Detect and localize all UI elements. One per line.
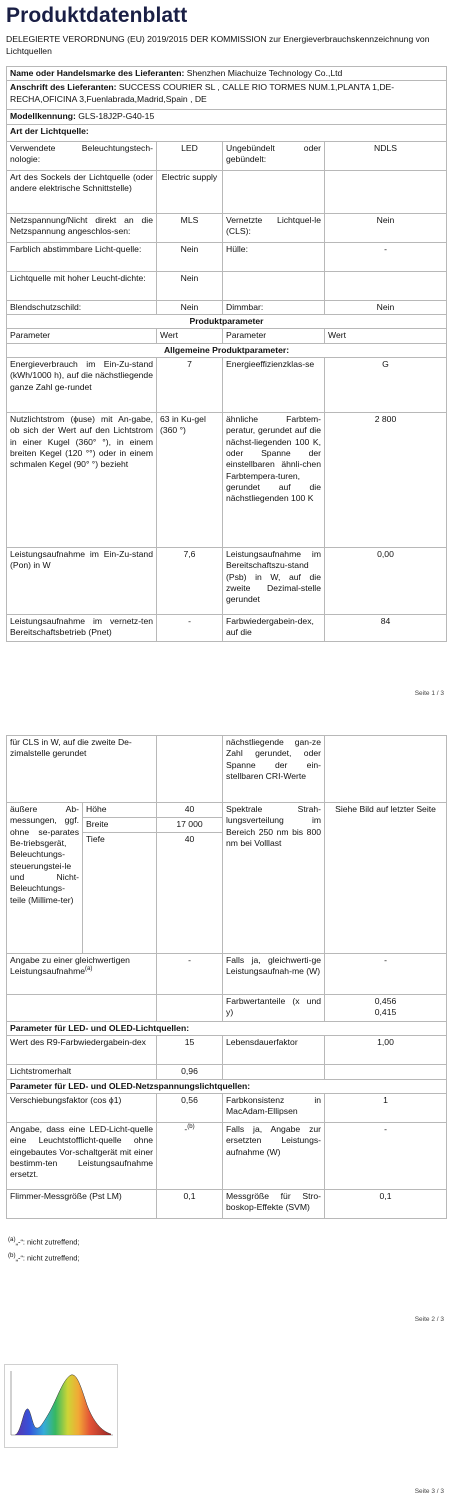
type-cell: Hülle: (223, 242, 325, 271)
type-cell: Blendschutzschild: (7, 300, 157, 314)
supplier-row (7, 67, 447, 81)
mains-cell: 0,1 (157, 1190, 223, 1219)
general-cell: Energieverbrauch im Ein-Zu-stand (kWh/1000 h), auf die nächstliegende ganze Zahl ge-rundet (7, 358, 157, 413)
model-row (7, 110, 447, 124)
model-value: GLS-18J2P-G40-15 (78, 111, 155, 122)
type-cell: Nein (325, 300, 447, 314)
type-cell: Verwendete Beleuchtungstech-nologie: (7, 141, 157, 170)
dimension-value: 17 000 (157, 818, 223, 833)
product-params-header: Produktparameter (7, 315, 447, 329)
dimensions-label: äußere Ab-messungen, ggf. ohne se-parates Be-triebsgerät, Beleuchtungs-steuerungstei-le und Nicht-Beleuchtungs-teile (Millime-ter) (7, 803, 83, 954)
page-number: Seite 1 / 3 (414, 690, 444, 697)
type-cell: Dimmbar: (223, 300, 325, 314)
footnote: $^{(a)}$„-“: nicht zutreffend; (8, 1236, 80, 1247)
param-col-header: Wert (157, 329, 223, 343)
empty-cell (157, 995, 223, 1022)
general-cell: 63 in Ku-gel (360 °) (157, 413, 223, 548)
spectral-label: Spektrale Strah-lungsverteilung im Bereich 250 nm bis 800 nm bei Volllast (223, 803, 325, 954)
chromaticity-label: Farbwertanteile (x und y) (223, 995, 325, 1022)
led-cell (325, 1065, 447, 1079)
dimension-key: Tiefe (83, 833, 157, 954)
page2-table (6, 735, 447, 1219)
type-cell: Ungebündelt oder gebündelt: (223, 141, 325, 170)
mains-cell: Verschiebungsfaktor (cos ϕ1) (7, 1094, 157, 1123)
type-header: Art der Lichtquelle: (7, 124, 447, 141)
type-cell (223, 271, 325, 300)
continuation-cell (325, 736, 447, 803)
supplier-label: Name oder Handelsmarke des Lieferanten: (10, 68, 185, 78)
type-cell (325, 271, 447, 300)
led-cell (223, 1065, 325, 1079)
type-cell: Netzspannung/Nicht direkt an die Netzspannung angeschlos-sen: (7, 213, 157, 242)
page-number: Seite 3 / 3 (414, 1488, 444, 1495)
general-cell: Energieeffizienzklas-se (223, 358, 325, 413)
led-header: Parameter für LED- und OLED-Lichtquellen: (7, 1022, 447, 1036)
general-cell: Leistungsaufnahme im vernetz-ten Bereitschaftsbetrieb (Pnet) (7, 615, 157, 642)
chromaticity-value: 0,456 0,415 (325, 995, 447, 1022)
equiv-power-value: - (157, 954, 223, 995)
mains-header: Parameter für LED- und OLED-Netzspannungslichtquellen: (7, 1079, 447, 1093)
equiv-power-label: Angabe zu einer gleichwertigen Leistungsaufnahme$^{(a)}$ (7, 954, 157, 995)
mains-cell: Angabe, dass eine LED-Licht-quelle eine Leuchtstofflicht-quelle ohne eingebautes Vor-schaltgerät mit einer bestimm-ten Leistungsaufnahme ersetzt. (7, 1123, 157, 1190)
type-cell: - (325, 242, 447, 271)
type-cell: Nein (157, 300, 223, 314)
general-cell: 7,6 (157, 548, 223, 615)
type-cell: Vernetzte Lichtquel-le (CLS): (223, 213, 325, 242)
mains-cell: Farbkonsistenz in MacAdam-Ellipsen (223, 1094, 325, 1123)
type-cell: Art des Sockels der Lichtquelle (oder andere elektrische Schnittstelle) (7, 170, 157, 213)
equiv-power-ifyes-value: - (325, 954, 447, 995)
empty-cell (7, 995, 157, 1022)
general-cell: 0,00 (325, 548, 447, 615)
led-cell: Wert des R9-Farbwiedergabein-dex (7, 1036, 157, 1065)
led-cell: Lichtstromerhalt (7, 1065, 157, 1079)
dimension-key: Höhe (83, 803, 157, 818)
mains-cell: - (325, 1123, 447, 1190)
led-cell: 1,00 (325, 1036, 447, 1065)
general-cell: 84 (325, 615, 447, 642)
page-title: Produktdatenblatt (6, 4, 188, 27)
general-cell: G (325, 358, 447, 413)
led-cell: 0,96 (157, 1065, 223, 1079)
param-col-header: Wert (325, 329, 447, 343)
equiv-power-ifyes: Falls ja, gleichwerti-ge Leistungsaufnah-me (W) (223, 954, 325, 995)
type-cell: Nein (325, 213, 447, 242)
general-cell: Leistungsaufnahme im Bereitschaftszu-stand (Psb) in W, auf die zweite Dezimal-stelle gerundet (223, 548, 325, 615)
type-cell (223, 170, 325, 213)
led-cell: 15 (157, 1036, 223, 1065)
supplier-value: Shenzhen Miachuize Technology Co.,Ltd (186, 68, 343, 78)
continuation-cell: für CLS in W, auf die zweite De-zimalstelle gerundet (7, 736, 157, 803)
general-cell: 2 800 (325, 413, 447, 548)
spectral-value: Siehe Bild auf letzter Seite (325, 803, 447, 954)
spectrum-graphic (5, 1365, 117, 1447)
model-label: Modellkennung: (10, 111, 76, 122)
general-header: Allgemeine Produktparameter: (7, 343, 447, 357)
general-cell: ähnliche Farbtem-peratur, gerundet auf die nächst-liegenden 100 K, oder Spanne der einstellbaren ähnli-chen Farbtempera-turen, gerundet auf die nächstliegenden 100 K (223, 413, 325, 548)
general-cell: - (157, 615, 223, 642)
param-col-header: Parameter (7, 329, 157, 343)
mains-cell: Messgröße für Stro-boskop-Effekte (SVM) (223, 1190, 325, 1219)
supplier-table (6, 66, 447, 642)
general-cell: 7 (157, 358, 223, 413)
mains-cell: Falls ja, Angabe zur ersetzten Leistungs-aufnahme (W) (223, 1123, 325, 1190)
type-cell: Electric supply (157, 170, 223, 213)
mains-cell: Flimmer-Messgröße (Pst LM) (7, 1190, 157, 1219)
mains-cell: 0,56 (157, 1094, 223, 1123)
address-value: SUCCESS COURIER SL , CALLE RIO TORMES NUM.1,PLANTA 1,DE-RECHA,OFICINA 3,Fuenlabrada,Madrid,Spain , DE (10, 82, 395, 104)
type-cell (325, 170, 447, 213)
mains-cell: 0,1 (325, 1190, 447, 1219)
general-cell: Leistungsaufnahme im Ein-Zu-stand (Pon) in W (7, 548, 157, 615)
type-cell: Nein (157, 271, 223, 300)
continuation-cell: nächstliegende gan-ze Zahl gerundet, oder Spanne der ein-stellbaren CRI-Werte (223, 736, 325, 803)
mains-cell: -$^{(b)}$ (157, 1123, 223, 1190)
type-cell: Lichtquelle mit hoher Leucht-dichte: (7, 271, 157, 300)
spectral-distribution-image (4, 1364, 118, 1448)
continuation-cell (157, 736, 223, 803)
address-row (7, 81, 447, 110)
param-col-header: Parameter (223, 329, 325, 343)
mains-cell: 1 (325, 1094, 447, 1123)
dimension-value: 40 (157, 803, 223, 818)
type-cell: MLS (157, 213, 223, 242)
type-cell: NDLS (325, 141, 447, 170)
dimension-value: 40 (157, 833, 223, 954)
footnote: $^{(b)}$„-“: nicht zutreffend; (8, 1252, 80, 1263)
page-number: Seite 2 / 3 (414, 1316, 444, 1323)
type-cell: Nein (157, 242, 223, 271)
address-label: Anschrift des Lieferanten: (10, 82, 117, 93)
type-cell: LED (157, 141, 223, 170)
dimension-key: Breite (83, 818, 157, 833)
general-cell: Farbwiedergabein-dex, auf die (223, 615, 325, 642)
type-cell: Farblich abstimmbare Licht-quelle: (7, 242, 157, 271)
general-cell: Nutzlichtstrom (ϕuse) mit An-gabe, ob sich der Wert auf den Lichtstrom in einer Kugel (360° °), in einem breiten Kegel (120 °°) oder in einem schmalen Kegel (90° °) bezieht (7, 413, 157, 548)
led-cell: Lebensdauerfaktor (223, 1036, 325, 1065)
regulation-intro: DELEGIERTE VERORDNUNG (EU) 2019/2015 DER KOMMISSION zur Energieverbrauchskennzeichnung von Lichtquellen (6, 34, 430, 57)
